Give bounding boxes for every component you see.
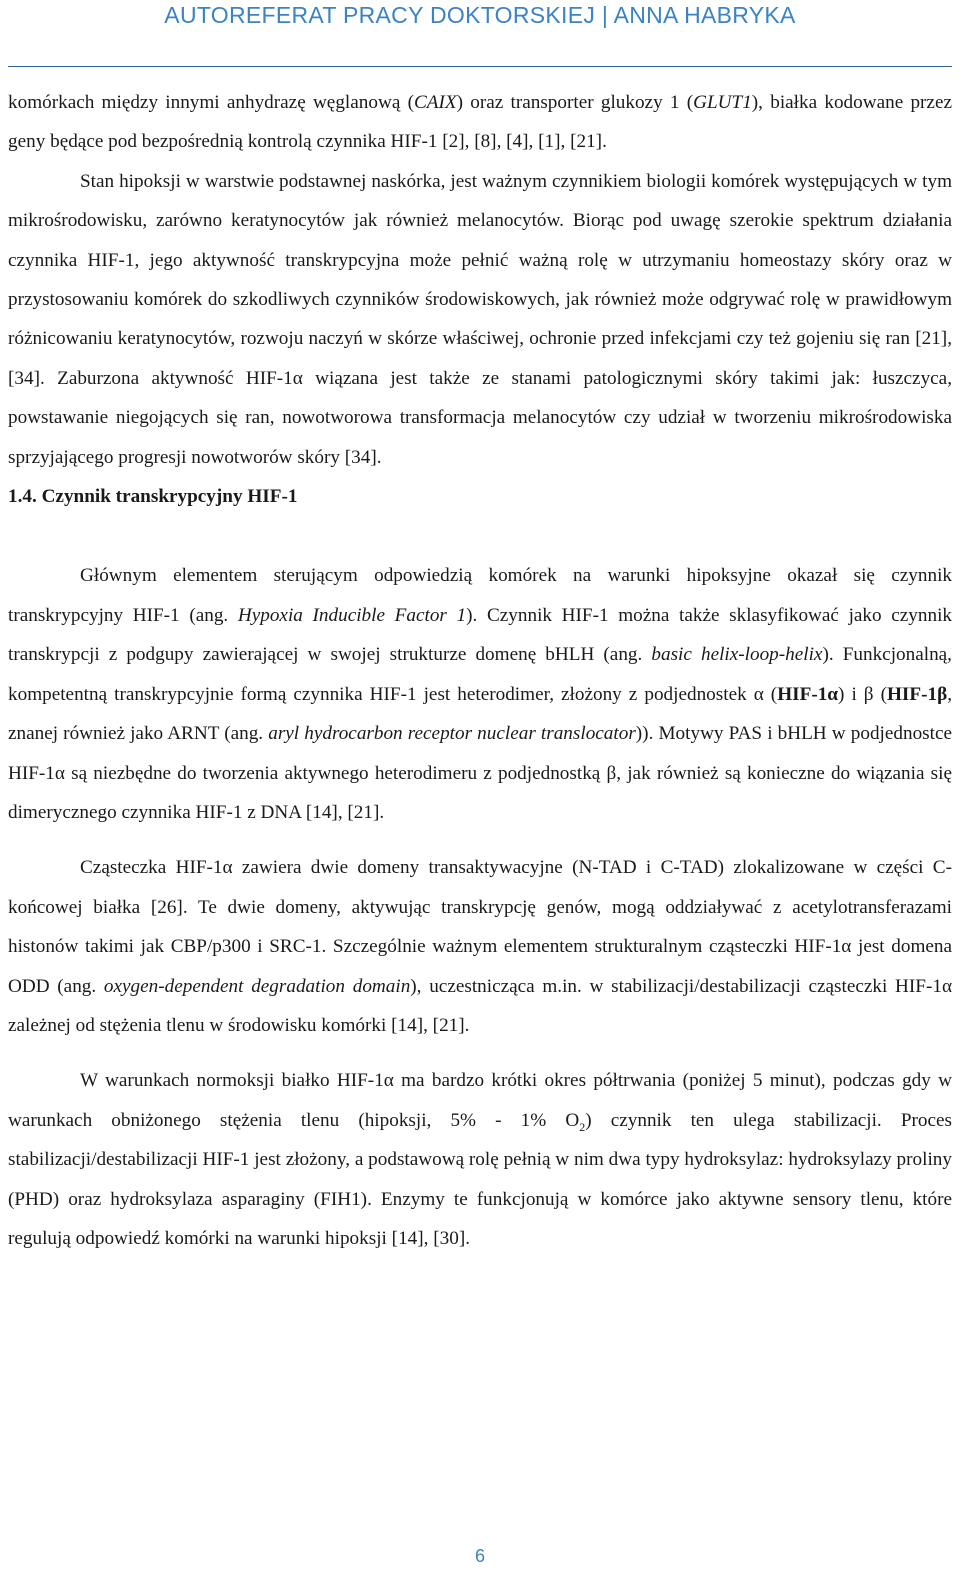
header-divider xyxy=(8,66,952,67)
gene-caix: CAIX xyxy=(413,92,457,113)
page-header-title: AUTOREFERAT PRACY DOKTORSKIEJ | ANNA HABRYKA xyxy=(164,2,796,28)
paragraph-4: Cząsteczka HIF-1α zawiera dwie domeny transaktywacyjne (N-TAD i C-TAD) zlokalizowane w części C-końcowej białka [26]. Te dwie domeny, aktywując transkrypcję genów, mogą oddziaływać z acetylotransferazami histonów takimi jak CBP/p300 i SRC-1. Szczególnie ważnym elementem strukturalnym cząsteczki HIF-1α jest domena ODD (ang. oxygen-dependent degradation domain), uczestnicząca m.in. w stabilizacji/destabilizacji cząsteczki HIF-1α zależnej od stężenia tlenu w środowisku komórki [14], [21]. xyxy=(8,857,952,1036)
paragraph-1: komórkach między innymi anhydrazę węglanową (CAIX) oraz transporter glukozy 1 (GLUT1), białka kodowane przez geny będące pod bezpośrednią kontrolą czynnika HIF-1 [2], [8], [4], [1], [21]. xyxy=(8,92,952,153)
section-heading: 1.4. Czynnik transkrypcyjny HIF-1 xyxy=(8,486,298,508)
paragraph-3: Głównym elementem sterującym odpowiedzią komórek na warunki hipoksyjne okazał się czynnik transkrypcyjny HIF-1 (ang. Hypoxia Inducible Factor 1). Czynnik HIF-1 można także sklasyfikować jako czynnik transkrypcji z podgupy zawierającej w swojej strukturze domenę bHLH (ang. basic helix-loop-helix). Funkcjonalną, kompetentną transkrypcyjnie formą czynnika HIF-1 jest heterodimer, złożony z podjednostek α (HIF-1α) i β (HIF-1β, znanej również jako ARNT (ang. aryl hydrocarbon receptor nuclear translocator)). Motywy PAS i bHLH w podjednostce HIF-1α są niezbędne do tworzenia aktywnego heterodimeru z podjednostką β, jak również są konieczne do wiązania się dimerycznego czynnika HIF-1 z DNA [14], [21]. xyxy=(8,565,953,823)
gene-glut1: GLUT1 xyxy=(693,92,752,113)
paragraph-2: Stan hipoksji w warstwie podstawnej naskórka, jest ważnym czynnikiem biologii komórek występujących w tym mikrośrodowisku, zarówno keratynocytów jak również melanocytów. Biorąc pod uwagę szerokie spektrum działania czynnika HIF-1, jego aktywność transkrypcyjna może pełnić ważną rolę w utrzymaniu homeostazy skóry oraz w przystosowaniu komórek do szkodliwych czynników środowiskowych, jak również może odgrywać rolę w prawidłowym różnicowaniu keratynocytów, rozwoju naczyń w skórze właściwej, ochronie przed infekcjami czy też gojeniu się ran [21], [34]. Zaburzona aktywność HIF-1α wiązana jest także ze stanami patologicznymi skóry takimi jak: łuszczyca, powstawanie niegojących się ran, nowotworowa transformacja melanocytów czy udział w tworzeniu mikrośrodowiska sprzyjającego progresji nowotworów skóry [34]. xyxy=(8,170,952,468)
page-number: 6 xyxy=(474,1546,485,1566)
paragraph-5: W warunkach normoksji białko HIF-1α ma bardzo krótki okres półtrwania (poniżej 5 minut), podczas gdy w warunkach obniżonego stężenia tlenu (hipoksji, 5% - 1% $O_2$) czynnik ten ulega stabilizacji. Proces stabilizacji/destabilizacji HIF-1 jest złożony, a podstawową rolę pełnią w nim dwa typy hydroksylaz: hydroksylazy proliny (PHD) oraz hydroksylaza asparaginy (FIH1). Enzymy te funkcjonują w komórce jako aktywne sensory tlenu, które regulują odpowiedź komórki na warunki hipoksji [14], [30]. xyxy=(8,1070,952,1249)
document-body xyxy=(8,83,952,1258)
